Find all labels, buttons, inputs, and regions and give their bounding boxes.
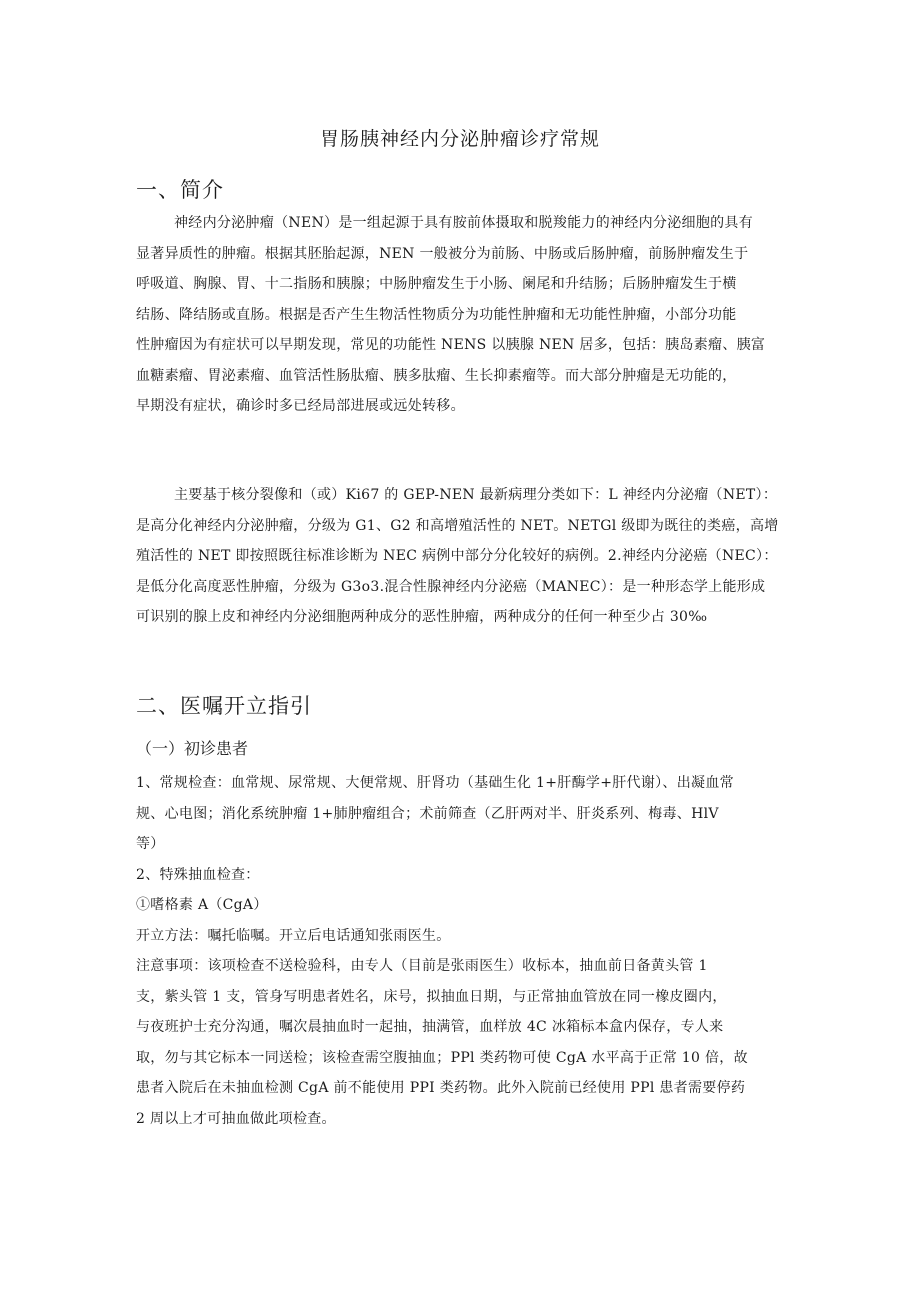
text-line: 1、常规检查：血常规、尿常规、大便常规、肝肾功（基础生化 1+肝酶学+肝代谢）、出凝血常 bbox=[136, 775, 734, 791]
text-line: 规、心电图；消化系统肿瘤 1+肺肿瘤组合；术前筛查（乙肝两对半、肝炎系列、梅毒、HlV bbox=[136, 805, 719, 822]
text-line: 主要基于核分裂像和（或）Ki67 的 GEP-NEN 最新病理分类如下：L 神经内分泌瘤（NET）： bbox=[174, 487, 778, 503]
text-line: 血糖素瘤、胃泌素瘤、血管活性肠肽瘤、胰多肽瘤、生长抑素瘤等。而大部分肿瘤是无功能的， bbox=[136, 367, 737, 384]
document-title: 胃肠胰神经内分泌肿瘤诊疗常规 bbox=[319, 128, 600, 150]
text-line: 取，勿与其它标本一同送检；该检查需空腹抽血；PPl 类药物可使 CgA 水平高于正常 10 倍，故 bbox=[136, 1049, 748, 1066]
special-blood-test-item: 2、特殊抽血检查： bbox=[136, 866, 260, 883]
text-line: 殖活性的 NET 即按照既往标准诊断为 NEC 病例中部分分化较好的病例。2.神经内分泌癌（NEC）： bbox=[136, 548, 778, 564]
section-heading-intro: 一、简介 bbox=[136, 178, 224, 202]
text-line: 注意事项：该项检查不送检验科，由专人（目前是张雨医生）收标本，抽血前日备黄头管 1 bbox=[136, 958, 708, 974]
text-line: 可识别的腺上皮和神经内分泌细胞两种成分的恶性肿瘤，两种成分的任何一种至少占 30‰ bbox=[136, 609, 708, 625]
text-line: 呼吸道、胸腺、胃、十二指肠和胰腺；中肠肿瘤发生于小肠、阑尾和升结肠；后肠肿瘤发生于横 bbox=[136, 276, 737, 292]
text-line: 支，紫头管 1 支，管身写明患者姓名，床号，拟抽血日期，与正常抽血管放在同一橡皮圈内， bbox=[136, 988, 727, 1005]
text-line: 早期没有症状，确诊时多已经局部进展或远处转移。 bbox=[136, 398, 465, 414]
subsection-heading-new-patients: （一）初诊患者 bbox=[136, 739, 249, 758]
text-line: 神经内分泌肿瘤（NEN）是一组起源于具有胺前体摄取和脱羧能力的神经内分泌细胞的具有 bbox=[174, 215, 754, 231]
routine-exam-item bbox=[136, 768, 796, 1134]
text-line: 等） bbox=[136, 836, 165, 852]
order-method: 开立方法：嘱托临嘱。开立后电话通知张雨医生。 bbox=[136, 927, 451, 944]
text-line: 患者入院后在未抽血检测 CgA 前不能使用 PPI 类药物。此外入院前已经使用 PPl 患者需要停药 bbox=[136, 1080, 746, 1096]
cga-item: ①嗜格素 A（CgA） bbox=[136, 897, 268, 913]
text-line: 性肿瘤因为有症状可以早期发现，常见的功能性 NENS 以胰腺 NEN 居多，包括：胰岛素瘤、胰富 bbox=[136, 337, 766, 353]
text-line: 结肠、降结肠或直肠。根据是否产生生物活性物质分为功能性肿瘤和无功能性肿瘤，小部分功能 bbox=[136, 306, 737, 323]
text-line: 显著异质性的肿瘤。根据其胚胎起源，NEN 一般被分为前肠、中肠或后肠肿瘤，前肠肿瘤发生于 bbox=[136, 245, 749, 262]
text-line: 是高分化神经内分泌肿瘤，分级为 G1、G2 和高增殖活性的 NET。NETGl 级即为既往的类癌，高增 bbox=[136, 517, 779, 534]
text-line: 是低分化高度恶性肿瘤，分级为 G3o3.混合性腺神经内分泌癌（MANEC）：是一种形态学上能形成 bbox=[136, 578, 766, 595]
text-line: 2 周以上才可抽血做此项检查。 bbox=[136, 1110, 336, 1127]
text-line: 与夜班护士充分沟通，嘱次晨抽血时一起抽，抽满管，血样放 4C 冰箱标本盒内保存，专人来 bbox=[136, 1019, 724, 1035]
intro-paragraph-2 bbox=[136, 480, 796, 633]
intro-paragraph-1 bbox=[136, 208, 796, 422]
section-heading-orders: 二、医嘱开立指引 bbox=[136, 694, 312, 718]
